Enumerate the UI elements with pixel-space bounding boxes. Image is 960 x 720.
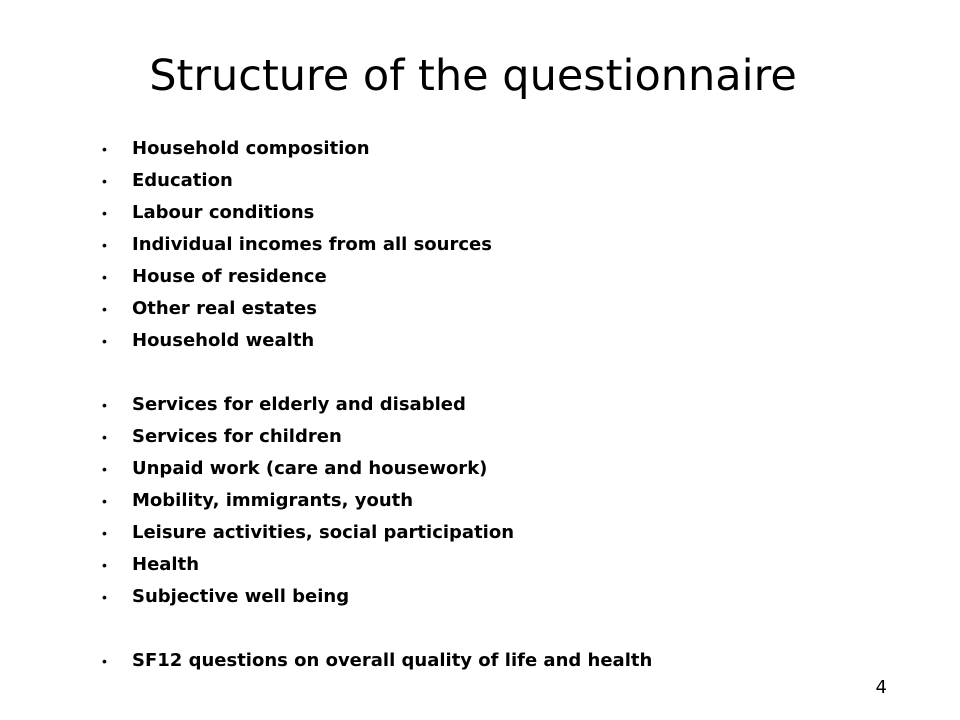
- bullet-icon: •: [102, 333, 107, 349]
- list-item-label: Household wealth: [132, 330, 315, 351]
- list-item: [102, 232, 492, 258]
- bullet-icon: •: [102, 397, 107, 413]
- bullet-icon: •: [102, 205, 107, 221]
- list-item-label: Services for elderly and disabled: [132, 394, 466, 415]
- list-item-label: Other real estates: [132, 298, 317, 319]
- list-item-label: Unpaid work (care and housework): [132, 458, 488, 479]
- bullet-icon: •: [102, 589, 107, 605]
- bullet-icon: •: [102, 557, 107, 573]
- list-item-label: Leisure activities, social participation: [132, 522, 515, 543]
- list-item: [102, 584, 349, 610]
- list-item-label: SF12 questions on overall quality of life and health: [132, 650, 653, 671]
- bullet-icon: •: [102, 493, 107, 509]
- bullet-icon: •: [102, 429, 107, 445]
- list-item-label: Subjective well being: [132, 586, 350, 607]
- list-item-label: Health: [132, 554, 200, 575]
- bullet-icon: •: [102, 141, 107, 157]
- bullet-icon: •: [102, 301, 107, 317]
- bullet-icon: •: [102, 653, 107, 669]
- list-item: [102, 296, 317, 322]
- list-item-label: Services for children: [132, 426, 342, 447]
- list-item: [102, 200, 314, 226]
- bullet-icon: •: [102, 525, 107, 541]
- list-item: [102, 392, 466, 418]
- page-number: 4: [875, 677, 887, 698]
- bullet-icon: •: [102, 173, 107, 189]
- list-item: [102, 456, 487, 482]
- bullet-icon: •: [102, 269, 107, 285]
- list-item-label: Education: [132, 170, 233, 191]
- list-item: [102, 168, 233, 194]
- list-item: [102, 488, 413, 514]
- list-item: [102, 264, 327, 290]
- list-item-label: Individual incomes from all sources: [132, 234, 492, 255]
- list-item-label: Household composition: [132, 138, 370, 159]
- list-item-label: Mobility, immigrants, youth: [132, 490, 414, 511]
- list-item: [102, 552, 199, 578]
- slide-title: Structure of the questionnaire: [149, 51, 797, 101]
- list-item: [102, 424, 342, 450]
- list-item-label: House of residence: [132, 266, 327, 287]
- list-item: [102, 520, 514, 546]
- bullet-icon: •: [102, 461, 107, 477]
- list-item: [102, 328, 314, 354]
- bullet-icon: •: [102, 237, 107, 253]
- list-item: [102, 136, 370, 162]
- list-item-label: Labour conditions: [132, 202, 315, 223]
- list-item: [102, 648, 652, 674]
